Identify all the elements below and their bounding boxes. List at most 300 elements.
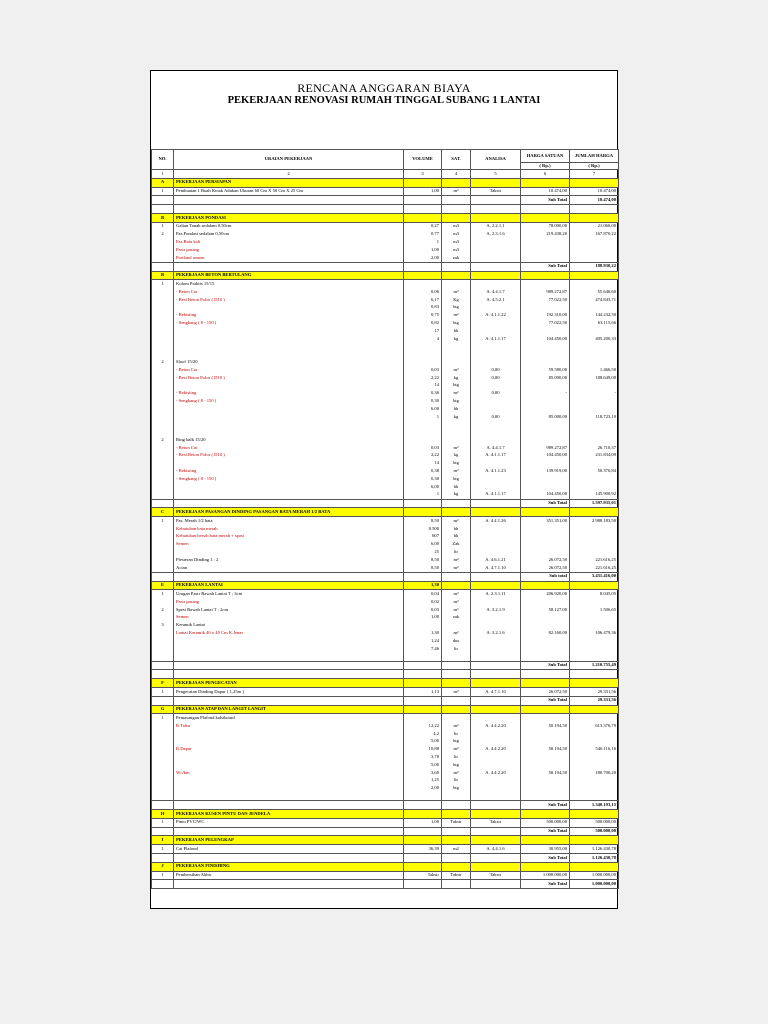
cell-volume: 0,03 xyxy=(404,444,442,452)
cell-volume: 0,38 xyxy=(404,467,442,475)
cell-volume: 7,46 xyxy=(404,645,442,653)
cell-harga: 139.919,00 xyxy=(521,467,570,475)
cell-volume: 1,30 xyxy=(404,629,442,637)
cell-harga xyxy=(521,637,570,645)
cell-jumlah xyxy=(570,246,619,254)
cell-volume: 0,06 xyxy=(404,288,442,296)
cell-jumlah: 474.843,71 xyxy=(570,296,619,304)
cell-analisa xyxy=(471,405,521,413)
cell-jumlah xyxy=(570,533,619,541)
cell-volume xyxy=(404,508,442,517)
cell-sat xyxy=(442,853,471,862)
subtotal-row xyxy=(152,572,619,581)
table-row xyxy=(152,296,619,304)
cell-jumlah: 500.000,00 xyxy=(570,818,619,827)
cell-uraian: Pas.Pondasi sedalam 0,50cm xyxy=(174,231,404,239)
cell-analisa xyxy=(471,785,521,793)
cell-harga: 1.000.000,00 xyxy=(521,871,570,880)
cell-volume: 8,50 xyxy=(404,517,442,525)
cell-harga xyxy=(521,475,570,483)
cell-jumlah xyxy=(570,637,619,645)
cell-no xyxy=(152,238,174,246)
cell-harga xyxy=(521,761,570,769)
cell-volume: 1,00 xyxy=(404,187,442,196)
cell-uraian: - Besi Beton Polos ( D10 ) xyxy=(174,452,404,460)
cell-no: C xyxy=(152,508,174,517)
table-row xyxy=(152,606,619,614)
cell-volume xyxy=(404,499,442,508)
cell-no xyxy=(152,397,174,405)
table-row xyxy=(152,670,619,679)
cell-sat: Taksir xyxy=(442,818,471,827)
cell-jumlah xyxy=(570,738,619,746)
cell-uraian xyxy=(174,753,404,761)
budget-table xyxy=(151,149,619,889)
cell-sat: m² xyxy=(442,187,471,196)
cell-jumlah xyxy=(570,777,619,785)
cell-no xyxy=(152,343,174,351)
cell-analisa xyxy=(471,429,521,437)
cell-volume: 0,77 xyxy=(404,231,442,239)
cell-jumlah xyxy=(570,397,619,405)
cell-sat xyxy=(442,705,471,714)
cell-analisa xyxy=(471,319,521,327)
cell-harga: Sub Total xyxy=(521,853,570,862)
cell-sat: m² xyxy=(442,467,471,475)
section-row xyxy=(152,705,619,714)
table-row xyxy=(152,714,619,722)
cell-no: 1 xyxy=(152,590,174,598)
cell-no: E xyxy=(152,581,174,590)
cell-sat xyxy=(442,670,471,679)
table-row xyxy=(152,405,619,413)
cell-harga xyxy=(521,738,570,746)
cell-harga xyxy=(521,351,570,359)
cell-volume: 6,17 xyxy=(404,296,442,304)
cell-analisa: A. 4.4.1.26 xyxy=(471,517,521,525)
cell-analisa xyxy=(471,730,521,738)
cell-harga xyxy=(521,777,570,785)
cell-uraian: Pintu PVC/WC xyxy=(174,818,404,827)
table-row xyxy=(152,818,619,827)
cell-harga xyxy=(521,421,570,429)
cell-volume: 1,24 xyxy=(404,637,442,645)
cell-harga: 59.580,00 xyxy=(521,366,570,374)
cell-sat: bh xyxy=(442,533,471,541)
cell-sat: kg xyxy=(442,374,471,382)
cell-jumlah: 144.232,50 xyxy=(570,312,619,320)
document-title: RENCANA ANGGARAN BIAYA xyxy=(297,81,471,95)
cell-harga xyxy=(521,836,570,845)
cell-analisa xyxy=(471,679,521,688)
cell-sat xyxy=(442,696,471,705)
cell-volume xyxy=(404,421,442,429)
cell-harga xyxy=(521,178,570,187)
cell-volume: 1 xyxy=(404,491,442,499)
header-volume: VOLUME xyxy=(404,150,442,170)
cell-jumlah xyxy=(570,254,619,262)
subtotal-row xyxy=(152,827,619,836)
cell-uraian xyxy=(174,738,404,746)
cell-analisa xyxy=(471,572,521,581)
cell-sat: Zak xyxy=(442,541,471,549)
cell-volume xyxy=(404,205,442,214)
cell-volume: 1,00 xyxy=(404,246,442,254)
cell-harga: Sub Total xyxy=(521,801,570,810)
cell-no xyxy=(152,335,174,343)
cell-uraian xyxy=(174,777,404,785)
cell-uraian: Urugan Pasir Bawah Lantai T ; 3cm xyxy=(174,590,404,598)
cell-uraian: Kebutuhan bata merah xyxy=(174,525,404,533)
cell-uraian xyxy=(174,196,404,205)
cell-analisa xyxy=(471,541,521,549)
cell-sat: btg xyxy=(442,475,471,483)
table-row xyxy=(152,871,619,880)
cell-jumlah: 188.930,22 xyxy=(570,262,619,271)
cell-uraian xyxy=(174,483,404,491)
cell-uraian xyxy=(174,304,404,312)
header-rp-harga: ( Rp.) xyxy=(521,163,570,170)
column-number-cell: 7 xyxy=(570,170,619,179)
cell-sat: zak xyxy=(442,254,471,262)
cell-uraian xyxy=(174,262,404,271)
cell-volume xyxy=(404,827,442,836)
cell-volume xyxy=(404,622,442,630)
cell-uraian: Galian Tanah sedalam 0,50cm xyxy=(174,222,404,230)
cell-harga: 104.450,00 xyxy=(521,335,570,343)
cell-jumlah xyxy=(570,670,619,679)
cell-jumlah: 29.331,56 xyxy=(570,696,619,705)
section-row xyxy=(152,679,619,688)
cell-harga xyxy=(521,382,570,390)
cell-analisa xyxy=(471,460,521,468)
cell-jumlah: 167.870,22 xyxy=(570,231,619,239)
cell-sat: m3 xyxy=(442,246,471,254)
cell-volume: 0,30 xyxy=(404,397,442,405)
cell-no xyxy=(152,262,174,271)
cell-jumlah xyxy=(570,541,619,549)
cell-uraian: PEKERJAAN PONDASI xyxy=(174,213,404,222)
cell-no xyxy=(152,374,174,382)
cell-jumlah: 106.479,36 xyxy=(570,629,619,637)
cell-volume: 0,03 xyxy=(404,366,442,374)
cell-harga xyxy=(521,205,570,214)
cell-jumlah xyxy=(570,548,619,556)
cell-harga: 30.955,00 xyxy=(521,845,570,854)
cell-harga xyxy=(521,533,570,541)
cell-no: B xyxy=(152,271,174,280)
cell-jumlah: 188.649,00 xyxy=(570,374,619,382)
cell-jumlah: 1.000.000,00 xyxy=(570,871,619,880)
cell-harga: 206.920,00 xyxy=(521,590,570,598)
cell-analisa xyxy=(471,421,521,429)
cell-no xyxy=(152,541,174,549)
cell-harga: Sub Total xyxy=(521,880,570,889)
cell-uraian xyxy=(174,645,404,653)
budget-table-body xyxy=(152,170,619,889)
header-no: NO. xyxy=(152,150,174,170)
subtotal-row xyxy=(152,801,619,810)
cell-volume xyxy=(404,880,442,889)
cell-volume: 6,00 xyxy=(404,541,442,549)
cell-jumlah xyxy=(570,508,619,517)
cell-sat xyxy=(442,827,471,836)
cell-sat: ltr xyxy=(442,753,471,761)
table-row xyxy=(152,467,619,475)
cell-no xyxy=(152,556,174,564)
cell-uraian: - Sengkang ( 8 - 150 ) xyxy=(174,319,404,327)
cell-no xyxy=(152,483,174,491)
cell-uraian: R.Dapur xyxy=(174,746,404,754)
cell-jumlah: 180.700,20 xyxy=(570,769,619,777)
cell-uraian xyxy=(174,429,404,437)
cell-jumlah xyxy=(570,645,619,653)
cell-jumlah: 63.115,66 xyxy=(570,319,619,327)
cell-no: B xyxy=(152,213,174,222)
section-row xyxy=(152,836,619,845)
table-row xyxy=(152,653,619,661)
cell-volume: 8.500 xyxy=(404,525,442,533)
table-row xyxy=(152,280,619,288)
cell-analisa xyxy=(471,637,521,645)
cell-uraian: Pasir pasang xyxy=(174,246,404,254)
column-number-cell: 2 xyxy=(174,170,404,179)
cell-jumlah: 221.616,25 xyxy=(570,556,619,564)
cell-jumlah xyxy=(570,862,619,871)
cell-analisa xyxy=(471,304,521,312)
cell-analisa: Taksir xyxy=(471,187,521,196)
table-row xyxy=(152,688,619,697)
cell-analisa: A. 4.4.1.6 xyxy=(471,845,521,854)
cell-sat xyxy=(442,622,471,630)
cell-analisa: Taksir xyxy=(471,818,521,827)
cell-analisa xyxy=(471,280,521,288)
cell-harga xyxy=(521,809,570,818)
cell-analisa: 0,00 xyxy=(471,413,521,421)
cell-analisa: A. 4.7.1.10 xyxy=(471,688,521,697)
cell-harga xyxy=(521,670,570,679)
cell-sat: Kg xyxy=(442,296,471,304)
cell-sat xyxy=(442,178,471,187)
cell-uraian xyxy=(174,405,404,413)
table-row xyxy=(152,792,619,800)
cell-harga xyxy=(521,541,570,549)
cell-jumlah: 1.210.755,49 xyxy=(570,661,619,670)
cell-uraian: - Bekisting xyxy=(174,467,404,475)
cell-sat: m² xyxy=(442,517,471,525)
cell-analisa xyxy=(471,327,521,335)
cell-uraian xyxy=(174,761,404,769)
cell-uraian xyxy=(174,421,404,429)
table-row xyxy=(152,525,619,533)
cell-analisa xyxy=(471,238,521,246)
cell-harga xyxy=(521,581,570,590)
cell-volume xyxy=(404,809,442,818)
cell-jumlah xyxy=(570,421,619,429)
cell-jumlah xyxy=(570,358,619,366)
cell-no xyxy=(152,730,174,738)
cell-analisa: A. 4.6.1.21 xyxy=(471,556,521,564)
cell-analisa: A. 4.4.2.20 xyxy=(471,769,521,777)
cell-analisa: A. 2.3.1.11 xyxy=(471,590,521,598)
cell-uraian xyxy=(174,827,404,836)
cell-jumlah: 55.646,60 xyxy=(570,288,619,296)
cell-analisa xyxy=(471,178,521,187)
cell-harga xyxy=(521,705,570,714)
cell-volume: 2,00 xyxy=(404,785,442,793)
cell-volume xyxy=(404,836,442,845)
cell-analisa: A. 4.4.2.20 xyxy=(471,746,521,754)
table-row xyxy=(152,753,619,761)
cell-no xyxy=(152,572,174,581)
cell-harga: - xyxy=(521,390,570,398)
cell-jumlah: 1.126.430,78 xyxy=(570,845,619,854)
cell-jumlah xyxy=(570,280,619,288)
cell-no: 1 xyxy=(152,871,174,880)
cell-harga: Sub total xyxy=(521,572,570,581)
cell-volume: 5,00 xyxy=(404,761,442,769)
cell-no xyxy=(152,312,174,320)
cell-harga: 26.072,50 xyxy=(521,564,570,572)
cell-harga: 104.450,00 xyxy=(521,452,570,460)
cell-analisa xyxy=(471,661,521,670)
cell-analisa xyxy=(471,205,521,214)
cell-jumlah xyxy=(570,598,619,606)
cell-harga: Sub Total xyxy=(521,827,570,836)
cell-uraian: Wc/km xyxy=(174,769,404,777)
column-number-cell: 4 xyxy=(442,170,471,179)
cell-no: J xyxy=(152,862,174,871)
cell-sat: m3 xyxy=(442,238,471,246)
cell-uraian xyxy=(174,205,404,214)
cell-harga xyxy=(521,622,570,630)
document-subtitle: PEKERJAAN RENOVASI RUMAH TINGGAL SUBANG 1 LANTAI xyxy=(227,95,541,106)
cell-sat: m² xyxy=(442,688,471,697)
cell-uraian: - Bekisting xyxy=(174,390,404,398)
cell-sat: bh xyxy=(442,327,471,335)
cell-no: 1 xyxy=(152,222,174,230)
cell-harga: 82.160,00 xyxy=(521,629,570,637)
cell-no xyxy=(152,467,174,475)
cell-uraian: R.Tidur xyxy=(174,722,404,730)
cell-sat: bh xyxy=(442,405,471,413)
cell-harga xyxy=(521,460,570,468)
cell-no: F xyxy=(152,679,174,688)
cell-analisa: A. 3.2.1.9 xyxy=(471,606,521,614)
cell-analisa xyxy=(471,753,521,761)
cell-uraian: PEKERJAAN PERSIAPAN xyxy=(174,178,404,187)
cell-harga: 989.272,87 xyxy=(521,288,570,296)
cell-analisa xyxy=(471,598,521,606)
cell-analisa xyxy=(471,436,521,444)
table-row xyxy=(152,548,619,556)
cell-no xyxy=(152,880,174,889)
table-row xyxy=(152,246,619,254)
cell-jumlah xyxy=(570,343,619,351)
table-row xyxy=(152,475,619,483)
cell-analisa: A. 4.1.1.23 xyxy=(471,467,521,475)
cell-volume xyxy=(404,271,442,280)
cell-sat: m² xyxy=(442,629,471,637)
cell-uraian: - Beton Cor xyxy=(174,444,404,452)
cell-volume: 0,36 xyxy=(404,390,442,398)
column-number-cell: 3 xyxy=(404,170,442,179)
cell-sat: zak xyxy=(442,614,471,622)
cell-sat xyxy=(442,271,471,280)
cell-no xyxy=(152,548,174,556)
cell-volume: 14 xyxy=(404,460,442,468)
cell-uraian: PEKERJAAN PELENGKAP xyxy=(174,836,404,845)
cell-sat xyxy=(442,661,471,670)
table-row xyxy=(152,335,619,343)
cell-sat xyxy=(442,262,471,271)
cell-volume: 0,03 xyxy=(404,606,442,614)
cell-sat: ltr xyxy=(442,777,471,785)
cell-analisa xyxy=(471,548,521,556)
cell-uraian: - Besi Beton Polos ( D10 ) xyxy=(174,296,404,304)
cell-no xyxy=(152,304,174,312)
table-row xyxy=(152,637,619,645)
cell-jumlah xyxy=(570,761,619,769)
cell-analisa xyxy=(471,801,521,810)
cell-sat: m² xyxy=(442,722,471,730)
cell-jumlah xyxy=(570,785,619,793)
cell-jumlah xyxy=(570,792,619,800)
cell-analisa: A. 4.1.1.17 xyxy=(471,452,521,460)
cell-uraian xyxy=(174,853,404,862)
section-row xyxy=(152,862,619,871)
cell-uraian xyxy=(174,460,404,468)
cell-volume xyxy=(404,653,442,661)
header-harga-satuan: HARGA SATUAN xyxy=(521,150,570,163)
header-uraian: URAIAN PEKERJAAN xyxy=(174,150,404,170)
cell-analisa: A. 4.5.2.1 xyxy=(471,296,521,304)
cell-volume: 5,00 xyxy=(404,738,442,746)
cell-volume: 1,30 xyxy=(404,581,442,590)
cell-uraian: PEKERJAAN FINISHING xyxy=(174,862,404,871)
table-row xyxy=(152,254,619,262)
cell-harga: 26.072,50 xyxy=(521,688,570,697)
cell-volume xyxy=(404,213,442,222)
cell-no xyxy=(152,598,174,606)
cell-jumlah xyxy=(570,205,619,214)
cell-volume: 2,00 xyxy=(404,254,442,262)
cell-harga: 85.000,00 xyxy=(521,374,570,382)
cell-jumlah: 21.060,00 xyxy=(570,222,619,230)
cell-uraian: - Beton Cor xyxy=(174,366,404,374)
cell-uraian: - Besi Beton Polos ( D10 ) xyxy=(174,374,404,382)
cell-analisa xyxy=(471,508,521,517)
cell-volume: 25 xyxy=(404,548,442,556)
cell-harga xyxy=(521,358,570,366)
cell-jumlah xyxy=(570,178,619,187)
cell-analisa xyxy=(471,475,521,483)
cell-harga: 10.474,00 xyxy=(521,187,570,196)
table-row xyxy=(152,187,619,196)
cell-harga xyxy=(521,645,570,653)
cell-jumlah: 1.126.430,78 xyxy=(570,853,619,862)
cell-no: 2 xyxy=(152,606,174,614)
cell-sat xyxy=(442,809,471,818)
cell-volume: 36,39 xyxy=(404,845,442,854)
table-row xyxy=(152,421,619,429)
cell-uraian: Pasir pasang xyxy=(174,598,404,606)
cell-analisa xyxy=(471,622,521,630)
cell-sat: kg xyxy=(442,413,471,421)
table-row xyxy=(152,761,619,769)
cell-uraian: Lantai Keramik 40 x 40 Cm K.Jenar xyxy=(174,629,404,637)
cell-analisa xyxy=(471,254,521,262)
